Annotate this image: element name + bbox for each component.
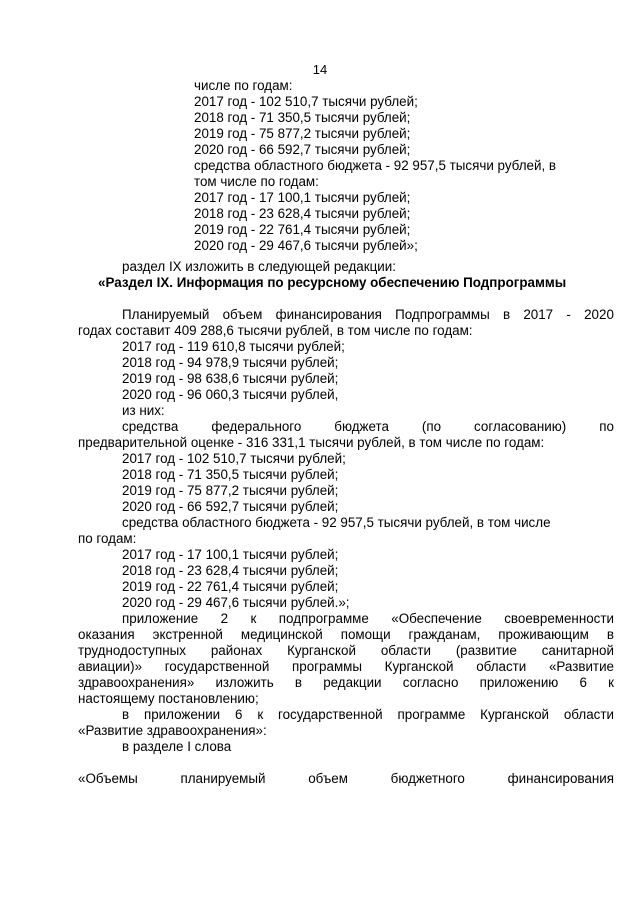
paragraph-annex6: [122, 707, 614, 723]
word: государственной: [164, 659, 270, 674]
paragraph-federal: [122, 419, 614, 435]
word: Курганской: [480, 707, 550, 722]
word: изложить: [215, 675, 274, 690]
paragraph-annex-line: [78, 675, 614, 691]
text-line: 2018 год - 23 628,4 тысячи рублей;: [122, 563, 339, 578]
word: медицинской: [240, 627, 323, 642]
volumes-row: [78, 771, 614, 787]
word: согласованию): [474, 419, 567, 434]
text-line: 2020 год - 66 592,7 тысячи рублей;: [194, 142, 411, 157]
word: «Развитие: [548, 659, 614, 674]
text-line: 2020 год - 29 467,6 тысячи рублей.»;: [122, 595, 350, 610]
word: области: [380, 643, 431, 658]
word: здравоохранения»: [78, 675, 195, 690]
word: в: [606, 627, 614, 642]
word: в: [502, 307, 511, 322]
word: 2: [220, 611, 229, 626]
word: планируемый: [180, 771, 266, 786]
word: средства: [122, 419, 179, 434]
word: государственной: [278, 707, 383, 722]
text-line: настоящему постановлению;: [78, 691, 259, 706]
word: бюджета: [334, 419, 389, 434]
text-line: 2019 год - 98 638,6 тысячи рублей;: [122, 371, 339, 386]
word: согласно: [402, 675, 459, 690]
text-line: 2018 год - 23 628,4 тысячи рублей;: [194, 206, 411, 221]
paragraph-annex-line: [78, 643, 614, 659]
text-line: 2017 год - 119 610,8 тысячи рублей;: [122, 339, 345, 354]
word: (по: [421, 419, 442, 434]
word: 6: [579, 675, 587, 690]
word: оказания: [78, 627, 135, 642]
word: приложению: [479, 675, 559, 690]
page-number: 14: [312, 62, 328, 77]
text-line: 2018 год - 71 350,5 тысячи рублей;: [194, 110, 411, 125]
word: программе: [397, 707, 466, 722]
section-heading: «Раздел IX. Информация по ресурсному обеспечению Подпрограммы: [98, 275, 567, 290]
word: проживающим: [498, 627, 589, 642]
paragraph-annex-line: [78, 627, 614, 643]
word: районах: [210, 643, 263, 658]
word: Курганской: [384, 659, 454, 674]
word: области: [563, 707, 614, 722]
text-line: 2019 год - 75 877,2 тысячи рублей;: [122, 483, 339, 498]
word: к: [250, 611, 257, 626]
word: Планируемый: [122, 307, 210, 322]
text-line: 2020 год - 29 467,6 тысячи рублей»;: [194, 238, 418, 253]
text-line: 2019 год - 75 877,2 тысячи рублей;: [194, 126, 411, 141]
word: редакции: [323, 675, 382, 690]
word: авиации)»: [78, 659, 143, 674]
word: Подпрограммы: [395, 307, 490, 322]
text-line: 2017 год - 17 100,1 тысячи рублей;: [122, 547, 339, 562]
text-line: из них:: [122, 403, 165, 418]
word: труднодоступных: [78, 643, 186, 658]
word: гражданам,: [408, 627, 481, 642]
word: к: [608, 675, 614, 690]
word: бюджетного: [390, 771, 465, 786]
word: объем: [222, 307, 263, 322]
word: «Обеспечение: [391, 611, 482, 626]
section-intro: раздел IX изложить в следующей редакции:: [122, 259, 396, 274]
word: 6: [235, 707, 243, 722]
text-line: средства областного бюджета - 92 957,5 тысячи рублей, в: [194, 158, 557, 173]
word: (развитие: [455, 643, 517, 658]
text-line: 2017 год - 102 510,7 тысячи рублей;: [194, 94, 418, 109]
word: по: [599, 419, 614, 434]
word: «Объемы: [78, 771, 138, 786]
word: своевременности: [504, 611, 614, 626]
text-line: том числе по годам:: [194, 174, 319, 189]
word: в: [294, 675, 303, 690]
word: приложении: [143, 707, 221, 722]
word: подпрограмме: [278, 611, 369, 626]
word: области: [476, 659, 527, 674]
word: федерального: [211, 419, 302, 434]
text-line: средства областного бюджета - 92 957,5 тысячи рублей, в том числе: [122, 515, 551, 530]
word: -: [566, 307, 571, 322]
paragraph-planned-volume: [122, 307, 614, 323]
text-line: 2020 год - 66 592,7 тысячи рублей;: [122, 499, 339, 514]
text-line: 2017 год - 17 100,1 тысячи рублей;: [194, 190, 411, 205]
text-line: годах составит 409 288,6 тысячи рублей, в том числе по годам:: [78, 323, 473, 338]
word: к: [257, 707, 264, 722]
paragraph-annex-line: [78, 659, 614, 675]
word: программы: [292, 659, 362, 674]
text-line: 2018 год - 94 978,9 тысячи рублей;: [122, 355, 339, 370]
word: приложение: [122, 611, 199, 626]
word: финансирования: [507, 771, 614, 786]
text-line: 2017 год - 102 510,7 тысячи рублей;: [122, 451, 346, 466]
word: 2017: [523, 307, 554, 322]
text-line: предварительной оценке - 316 331,1 тысячи рублей, в том числе по годам:: [78, 435, 545, 450]
text-line: в разделе I слова: [122, 739, 232, 754]
word: экстренной: [152, 627, 223, 642]
text-line: 2020 год - 96 060,3 тысячи рублей,: [122, 387, 339, 402]
word: санитарной: [541, 643, 614, 658]
word: в: [122, 707, 130, 722]
text-line: числе по годам:: [194, 78, 293, 93]
word: помощи: [340, 627, 391, 642]
word: Курганской: [287, 643, 356, 658]
paragraph-annex-line: [122, 611, 614, 627]
text-line: «Развитие здравоохранения»:: [78, 723, 267, 738]
text-line: 2019 год - 22 761,4 тысячи рублей;: [122, 579, 339, 594]
text-line: 2018 год - 71 350,5 тысячи рублей;: [122, 467, 339, 482]
word: 2020: [584, 307, 614, 322]
word: объем: [308, 771, 348, 786]
text-line: 2019 год - 22 761,4 тысячи рублей;: [194, 222, 411, 237]
text-line: по годам:: [78, 531, 137, 546]
word: финансирования: [275, 307, 382, 322]
